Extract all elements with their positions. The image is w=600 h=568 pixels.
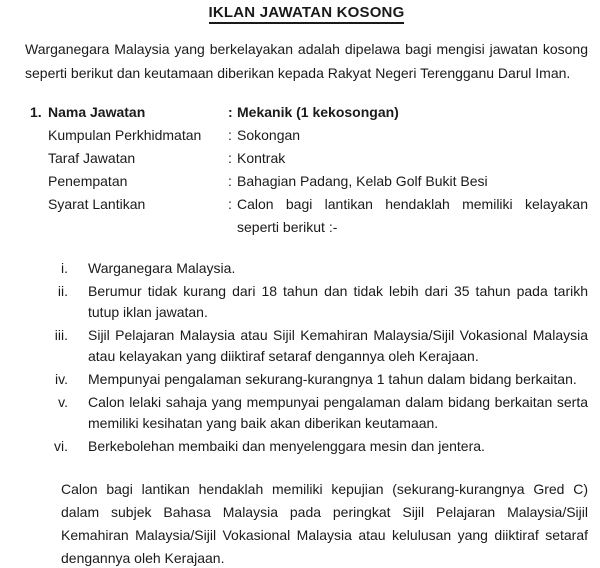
colon-separator: : bbox=[228, 104, 233, 120]
requirement-numeral: v. bbox=[58, 394, 68, 410]
requirement-item bbox=[25, 281, 588, 323]
job-number-spacer bbox=[30, 147, 48, 170]
job-value-text: Bahagian Padang, Kelab Golf Bukit Besi bbox=[237, 173, 488, 189]
job-value-text: Calon bagi lantikan hendaklah memiliki kelayakan seperti berikut :- bbox=[237, 196, 588, 235]
job-value bbox=[228, 193, 588, 239]
job-label: Nama Jawatan bbox=[48, 104, 146, 120]
job-label: Penempatan bbox=[48, 173, 128, 189]
requirement-item bbox=[25, 325, 588, 367]
colon-separator: : bbox=[228, 196, 232, 212]
requirement-item bbox=[25, 369, 588, 390]
requirement-text: Sijil Pelajaran Malaysia atau Sijil Kemahiran Malaysia/Sijil Vokasional Malaysia atau kelayakan yang diiktiraf setaraf dengannya oleh Kerajaan. bbox=[88, 327, 588, 364]
job-number-spacer bbox=[30, 170, 48, 193]
job-value-text: Sokongan bbox=[237, 127, 301, 143]
requirement-item bbox=[25, 392, 588, 434]
document-title: IKLAN JAWATAN KOSONG bbox=[209, 4, 405, 24]
requirement-numeral: iv. bbox=[55, 371, 68, 387]
requirement-numeral: ii. bbox=[57, 283, 68, 299]
colon-separator: : bbox=[228, 127, 232, 143]
requirement-numeral: iii. bbox=[54, 327, 68, 343]
job-label: Syarat Lantikan bbox=[48, 196, 146, 212]
title-row bbox=[25, 4, 588, 24]
requirement-text: Warganegara Malaysia. bbox=[88, 260, 236, 276]
job-label: Taraf Jawatan bbox=[48, 150, 136, 166]
requirement-text: Calon lelaki sahaja yang mempunyai pengalaman dalam bidang berkaitan serta memiliki kesihatan yang baik akan diberikan keutamaan. bbox=[88, 394, 588, 431]
job-value-text: Kontrak bbox=[237, 150, 286, 166]
job-row-penempatan bbox=[25, 170, 588, 193]
job-value-text: Mekanik (1 kekosongan) bbox=[237, 104, 399, 120]
job-number-spacer bbox=[30, 124, 48, 147]
requirement-text: Mempunyai pengalaman sekurang-kurangnya 1 tahun dalam bidang berkaitan. bbox=[88, 371, 577, 387]
intro-paragraph: Warganegara Malaysia yang berkelayakan adalah dipelawa bagi mengisi jawatan kosong seperti berikut dan keutamaan diberikan kepada Rakyat Negeri Terengganu Darul Iman. bbox=[25, 41, 588, 81]
requirement-numeral: i. bbox=[61, 260, 68, 276]
job-row-taraf-jawatan bbox=[25, 147, 588, 170]
job-number-spacer bbox=[30, 193, 48, 239]
job-value bbox=[228, 170, 588, 193]
job-value bbox=[228, 101, 588, 124]
requirement-item bbox=[25, 258, 588, 279]
job-value bbox=[228, 124, 588, 147]
requirement-text: Berumur tidak kurang dari 18 tahun dan tidak lebih dari 35 tahun pada tarikh tutup iklan jawatan. bbox=[88, 283, 588, 320]
colon-separator: : bbox=[228, 150, 232, 166]
requirement-item bbox=[25, 436, 588, 457]
requirement-text: Berkebolehan membaiki dan menyelenggara mesin dan jentera. bbox=[88, 438, 485, 454]
job-row-nama-jawatan bbox=[25, 101, 588, 124]
job-value bbox=[228, 147, 588, 170]
colon-separator: : bbox=[228, 173, 232, 189]
job-number: 1. bbox=[30, 104, 42, 120]
requirements-list bbox=[25, 258, 588, 457]
closing-paragraph: Calon bagi lantikan hendaklah memiliki kepujian (sekurang-kurangnya Gred C) dalam subjek Bahasa Malaysia pada peringkat Sijil Pelajaran Malaysia/Sijil Kemahiran Malaysia/Sijil Vokasional Malaysia atau kelulusan yang diiktiraf setaraf dengannya oleh Kerajaan. bbox=[61, 481, 588, 566]
job-details-section bbox=[25, 101, 588, 239]
job-label: Kumpulan Perkhidmatan bbox=[48, 127, 202, 143]
requirement-numeral: vi. bbox=[54, 438, 68, 454]
job-row-syarat-lantikan bbox=[25, 193, 588, 239]
job-row-kumpulan-perkhidmatan bbox=[25, 124, 588, 147]
